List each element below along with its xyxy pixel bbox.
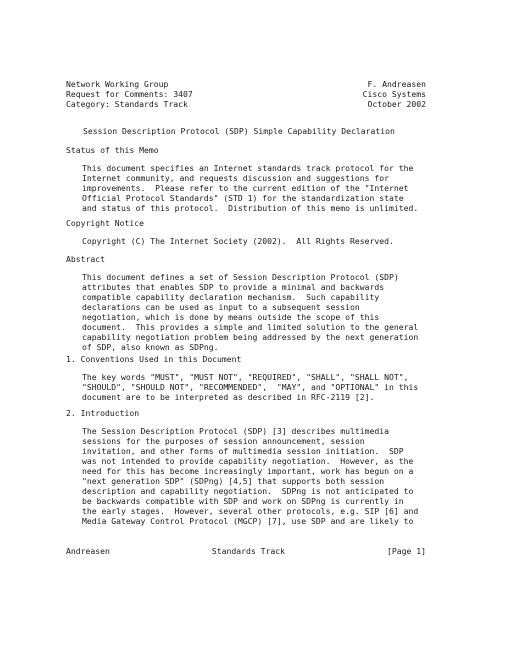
status-line-4: Official Protocol Standards" (STD 1) for the standardization state: [82, 193, 404, 203]
intro-line-4: was not intended to provide capability negotiation. However, as the: [82, 456, 414, 466]
status-line-5: and status of this protocol. Distribution of this memo is unlimited.: [82, 203, 419, 213]
intro-line-8: be backwards compatible with SDP and work on SDPng is currently in: [82, 496, 404, 506]
header-row-1: [66, 79, 426, 89]
header-date: October 2002: [367, 99, 426, 109]
conventions-line-2: "SHOULD", "SHOULD NOT", "RECOMMENDED", "MAY", and "OPTIONAL" in this: [82, 382, 419, 392]
intro-line-10: Media Gateway Control Protocol (MGCP) [7], use SDP and are likely to: [82, 516, 414, 526]
intro-line-9: the early stages. However, several other protocols, e.g. SIP [6] and: [82, 506, 419, 516]
section-heading-conventions: 1. Conventions Used in this Document: [66, 354, 242, 364]
status-line-2: Internet community, and requests discussion and suggestions for: [82, 173, 389, 183]
header-organization: Cisco Systems: [362, 89, 426, 99]
section-heading-copyright: Copyright Notice: [66, 218, 144, 228]
section-heading-introduction: 2. Introduction: [66, 408, 140, 418]
header-working-group: Network Working Group: [66, 79, 169, 89]
abstract-line-6: document. This provides a simple and limited solution to the general: [82, 322, 419, 332]
footer-page-number: [Page 1]: [387, 546, 426, 556]
intro-line-7: description and capability negotiation. SDPng is not anticipated to: [82, 486, 414, 496]
header-row-3: [66, 99, 426, 109]
header-category: Category: Standards Track: [66, 99, 188, 109]
page-footer: [66, 546, 426, 556]
document-title: Session Description Protocol (SDP) Simple Capability Declaration: [83, 126, 395, 136]
abstract-line-5: negotiation, which is done by means outside the scope of this: [82, 312, 380, 322]
status-line-1: This document specifies an Internet standards track protocol for the: [82, 163, 414, 173]
conventions-line-1: The key words "MUST", "MUST NOT", "REQUIRED", "SHALL", "SHALL NOT",: [82, 372, 409, 382]
status-line-3: improvements. Please refer to the current edition of the "Internet: [82, 183, 409, 193]
intro-line-3: invitation, and other forms of multimedia session initiation. SDP: [82, 446, 404, 456]
footer-author: Andreasen: [66, 546, 110, 556]
abstract-line-3: compatible capability declaration mechanism. Such capability: [82, 292, 380, 302]
intro-line-5: need for this has become increasingly important, work has begun on a: [82, 466, 414, 476]
abstract-line-2: attributes that enables SDP to provide a minimal and backwards: [82, 282, 385, 292]
section-heading-abstract: Abstract: [66, 254, 105, 264]
header-rfc-number: Request for Comments: 3407: [66, 89, 193, 99]
abstract-line-1: This document defines a set of Session Description Protocol (SDP): [82, 272, 399, 282]
conventions-line-3: document are to be interpreted as described in RFC-2119 [2].: [82, 392, 375, 402]
intro-line-1: The Session Description Protocol (SDP) [3] describes multimedia: [82, 426, 389, 436]
section-heading-status: Status of this Memo: [66, 145, 159, 155]
intro-line-6: "next generation SDP" (SDPng) [4,5] that supports both session: [82, 476, 385, 486]
abstract-line-4: declarations can be used as input to a subsequent session: [82, 302, 360, 312]
intro-line-2: sessions for the purposes of session announcement, session: [82, 436, 365, 446]
header-author: F. Andreasen: [367, 79, 426, 89]
copyright-line-1: Copyright (C) The Internet Society (2002). All Rights Reserved.: [82, 236, 394, 246]
abstract-line-7: capability negotiation problem being addressed by the next generation: [82, 332, 419, 342]
abstract-line-8: of SDP, also known as SDPng.: [82, 342, 219, 352]
footer-track: Standards Track: [211, 546, 285, 556]
header-row-2: [66, 89, 426, 99]
